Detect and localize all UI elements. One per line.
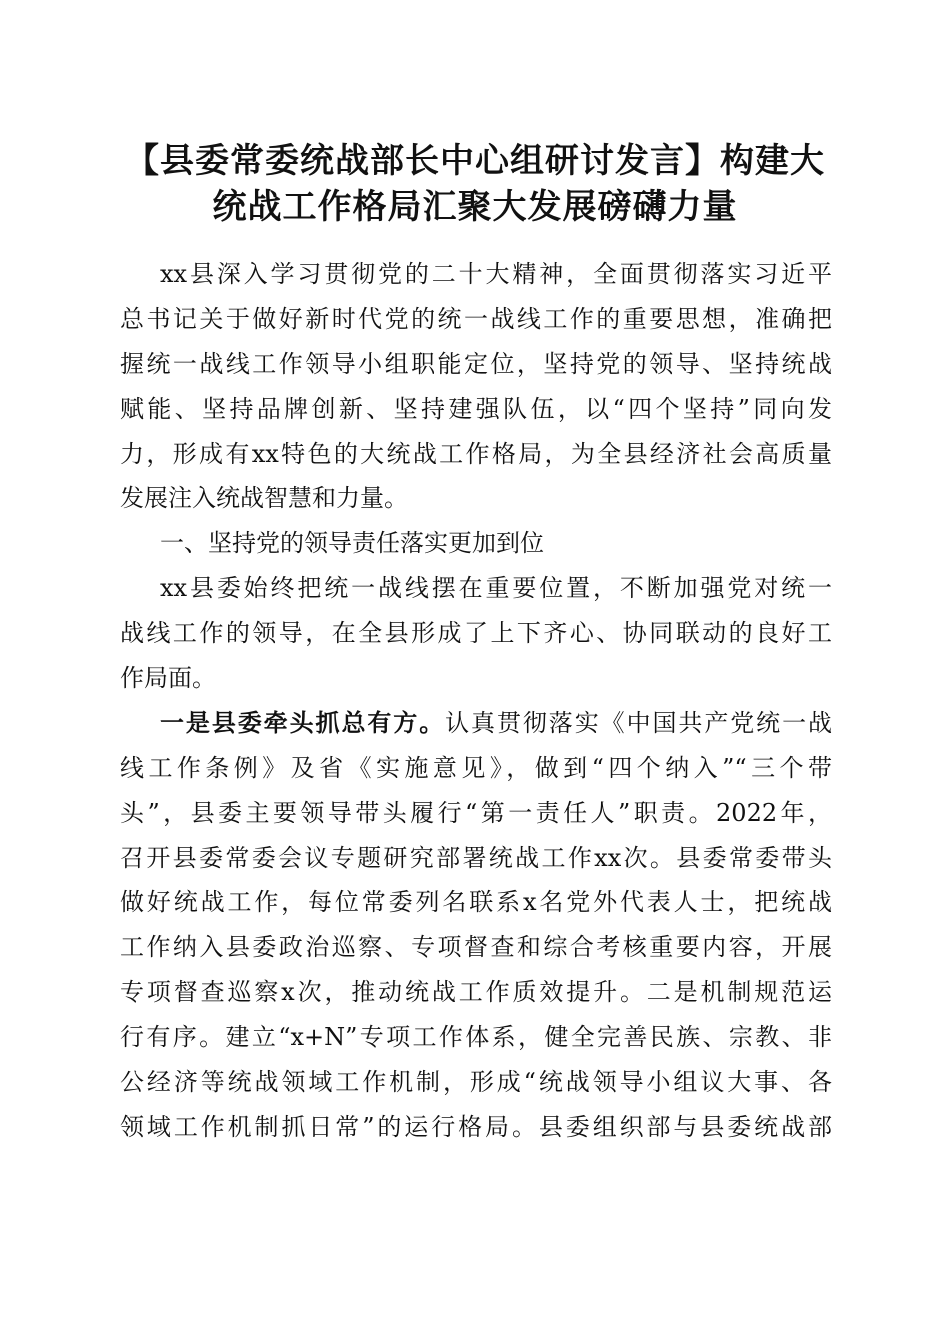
document-title xyxy=(100,138,850,230)
section1-line: 战线工作的领导，在全县形成了上下齐心、协同联动的良好工 xyxy=(120,619,832,648)
intro-line: 握统一战线工作领导小组职能定位，坚持党的领导、坚持统战 xyxy=(120,349,832,378)
para2-line: 线工作条例》及省《实施意见》，做到“四个纳入”“三个带 xyxy=(120,753,832,782)
intro-line: 力，形成有xx特色的大统战工作格局，为全县经济社会高质量 xyxy=(120,439,832,468)
title-line: 统战工作格局汇聚大发展磅礴力量 xyxy=(212,187,738,227)
para2-line: 专项督查巡察x次，推动统战工作质效提升。二是机制规范运 xyxy=(120,978,832,1007)
document-body xyxy=(120,252,832,1150)
para2-lead-text: 一是县委牵头抓总有方。 xyxy=(160,708,446,737)
intro-line: 发展注入统战智慧和力量。 xyxy=(120,484,408,513)
section1-line: 作局面。 xyxy=(120,664,216,693)
para2-line: 召开县委常委会议专题研究部署统战工作xx次。县委常委带头 xyxy=(120,843,832,872)
para2-line: 做好统战工作，每位常委列名联系x名党外代表人士，把统战 xyxy=(120,888,832,917)
intro-line: 赋能、坚持品牌创新、坚持建强队伍，以“四个坚持”同向发 xyxy=(120,394,832,423)
title-line: 【县委常委统战部长中心组研讨发言】构建大 xyxy=(125,141,825,181)
section1-line: xx县委始终把统一战线摆在重要位置，不断加强党对统一 xyxy=(160,574,832,603)
para2-first-rest: 认真贯彻落实《中国共产党统一战 xyxy=(445,708,833,737)
intro-line: xx县深入学习贯彻党的二十大精神，全面贯彻落实习近平 xyxy=(160,260,832,288)
intro-line: 总书记关于做好新时代党的统一战线工作的重要思想，准确把 xyxy=(120,304,832,333)
para2-line: 公经济等统战领域工作机制，形成“统战领导小组议大事、各 xyxy=(120,1068,832,1097)
para2-line: 领域工作机制抓日常”的运行格局。县委组织部与县委统战部 xyxy=(120,1112,832,1141)
para2-line: 头”，县委主要领导带头履行“第一责任人”职责。2022年， xyxy=(120,798,832,827)
para2-line: 工作纳入县委政治巡察、专项督查和综合考核重要内容，开展 xyxy=(120,933,832,962)
para2-line: 行有序。建立“x+N”专项工作体系，健全完善民族、宗教、非 xyxy=(120,1023,832,1052)
para2-first-line xyxy=(120,701,832,746)
section-heading: 一、坚持党的领导责任落实更加到位 xyxy=(160,529,544,558)
